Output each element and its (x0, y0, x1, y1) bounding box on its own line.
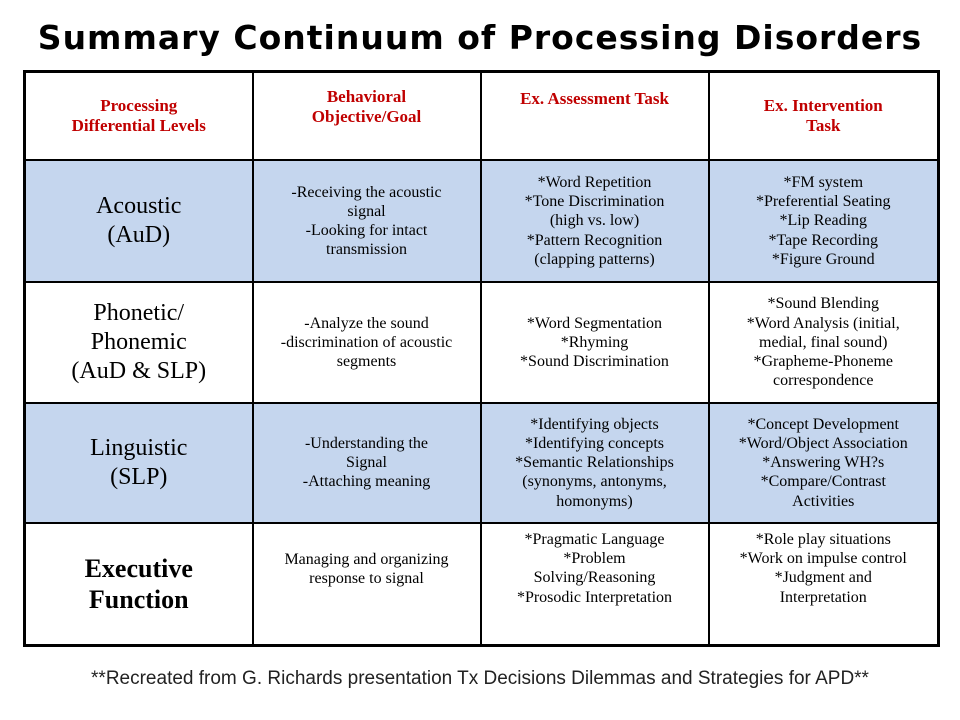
level-phonetic: Phonetic/ Phonemic (AuD & SLP) (25, 282, 253, 402)
intervention-executive: *Role play situations *Work on impulse control *Judgment and Interpretation (709, 523, 939, 645)
level-linguistic: Linguistic (SLP) (25, 403, 253, 523)
table-row-acoustic (25, 160, 939, 282)
level-acoustic: Acoustic (AuD) (25, 160, 253, 282)
header-processing-levels: Processing Differential Levels (25, 72, 253, 160)
objective-phonetic: -Analyze the sound -discrimination of acoustic segments (253, 282, 481, 402)
processing-disorders-table (23, 70, 940, 647)
source-footnote: **Recreated from G. Richards presentation Tx Decisions Dilemmas and Strategies for APD** (91, 668, 869, 689)
assessment-executive: *Pragmatic Language *Problem Solving/Reasoning *Prosodic Interpretation (481, 523, 709, 645)
intervention-acoustic: *FM system *Preferential Seating *Lip Reading *Tape Recording *Figure Ground (709, 160, 939, 282)
header-behavioral-objective: Behavioral Objective/Goal (253, 72, 481, 160)
header-intervention-task: Ex. Intervention Task (709, 72, 939, 160)
objective-linguistic: -Understanding the Signal -Attaching meaning (253, 403, 481, 523)
table-row-executive (25, 523, 939, 645)
level-executive: Executive Function (25, 523, 253, 645)
page-title: Summary Continuum of Processing Disorders (37, 18, 923, 57)
header-row (25, 72, 939, 160)
intervention-linguistic: *Concept Development *Word/Object Association *Answering WH?s *Compare/Contrast Activities (709, 403, 939, 523)
intervention-phonetic: *Sound Blending *Word Analysis (initial, medial, final sound) *Grapheme-Phoneme correspondence (709, 282, 939, 402)
header-assessment-task: Ex. Assessment Task (481, 72, 709, 160)
table-row-linguistic (25, 403, 939, 523)
assessment-phonetic: *Word Segmentation *Rhyming *Sound Discrimination (481, 282, 709, 402)
table-row-phonetic (25, 282, 939, 402)
assessment-acoustic: *Word Repetition *Tone Discrimination (high vs. low) *Pattern Recognition (clapping patterns) (481, 160, 709, 282)
objective-executive: Managing and organizing response to signal (253, 523, 481, 645)
objective-acoustic: -Receiving the acoustic signal -Looking for intact transmission (253, 160, 481, 282)
assessment-linguistic: *Identifying objects *Identifying concepts *Semantic Relationships (synonyms, antonyms, homonyms) (481, 403, 709, 523)
